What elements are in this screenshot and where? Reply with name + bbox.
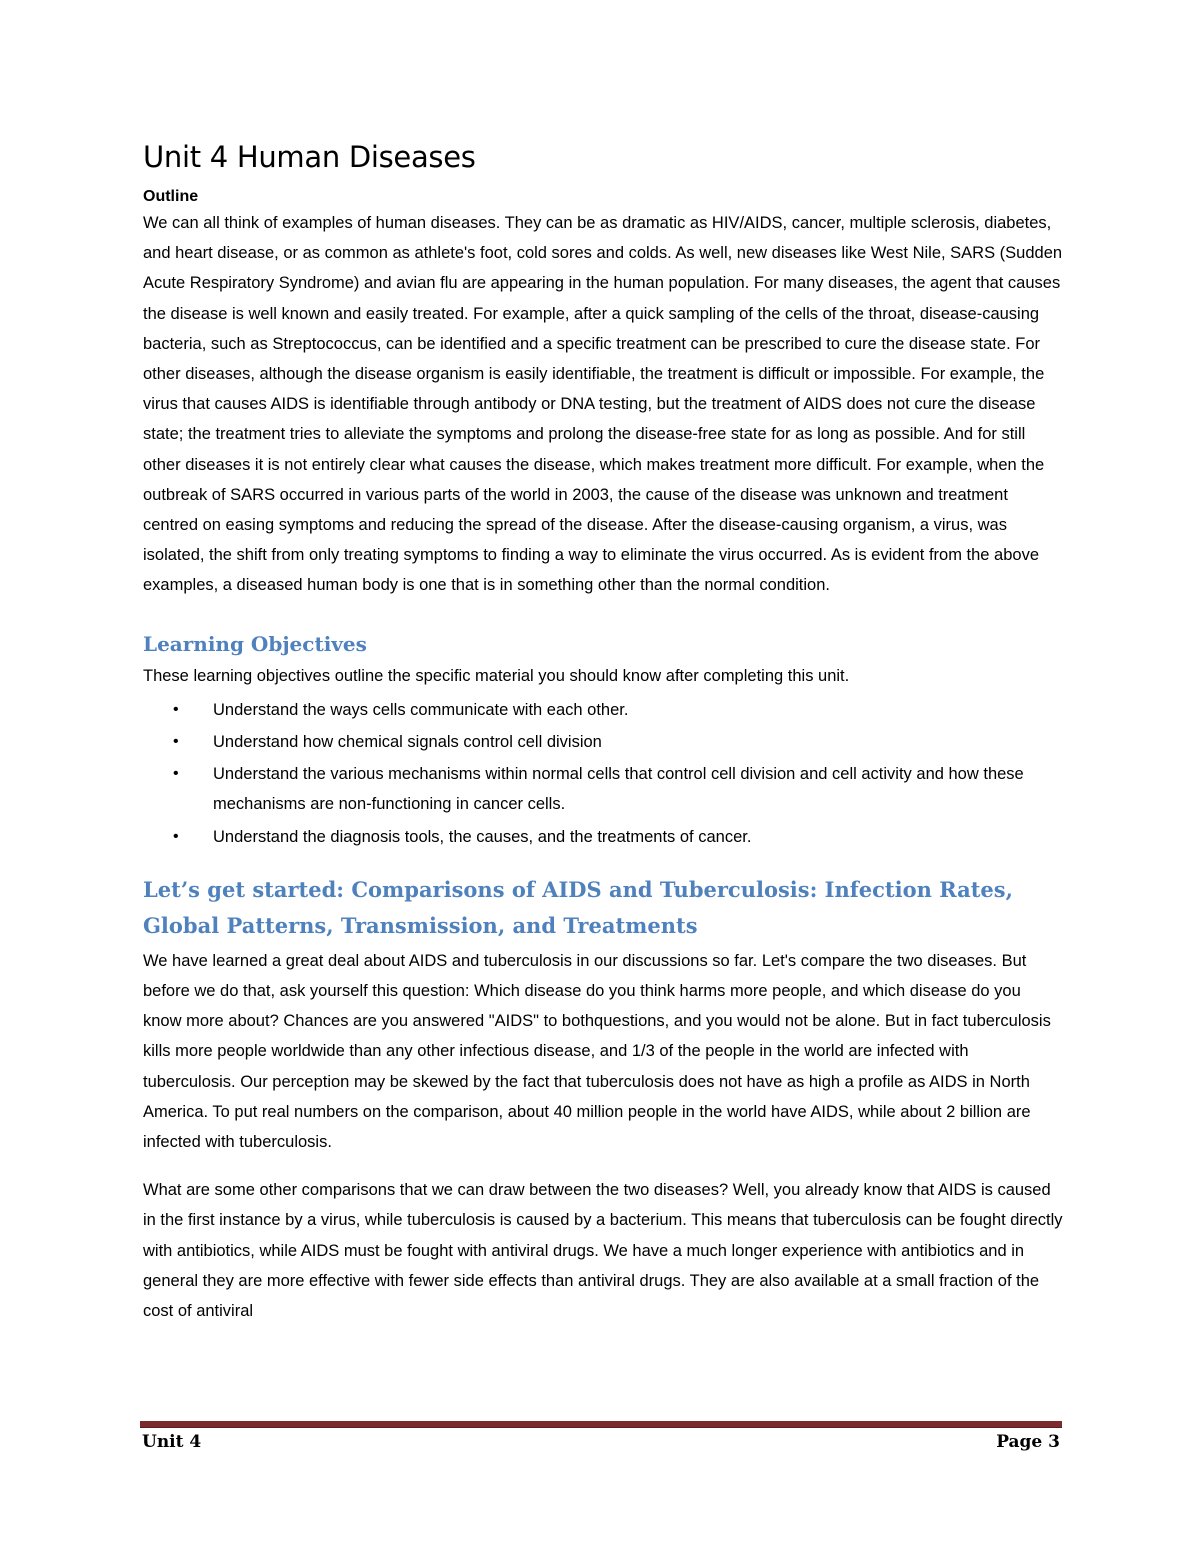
list-item xyxy=(143,727,1063,757)
bullet-icon: • xyxy=(173,765,179,783)
objectives-heading: Learning Objectives xyxy=(143,631,367,656)
paragraph-spacer xyxy=(143,1157,1063,1175)
bullet-icon: • xyxy=(173,700,179,718)
list-item xyxy=(143,759,1063,819)
objective-text: Understand how chemical signals control cell division xyxy=(213,733,602,752)
footer-page-number: Page 3 xyxy=(996,1432,1060,1452)
objectives-intro: These learning objectives outline the specific material you should know after completing this unit. xyxy=(143,666,850,685)
list-item xyxy=(143,822,1063,852)
section-paragraph-1: We have learned a great deal about AIDS and tuberculosis in our discussions so far. Let's compare the two diseases. But before we do that, ask yourself this question: Which disease do you think harms more people, and which disease do you know more about? Chances are you answered "AIDS" to bothquestions, and you would not be alone. But in fact tuberculosis kills more people worldwide than any other infectious disease, and 1/3 of the people in the world are infected with tuberculosis. Our perception may be skewed by the fact that tuberculosis does not have as high a profile as AIDS in North America. To put real numbers on the comparison, about 40 million people in the world have AIDS, while about 2 billion are infected with tuberculosis. xyxy=(143,951,1051,1152)
section-paragraph-2: What are some other comparisons that we can draw between the two diseases? Well, you already know that AIDS is caused in the first instance by a virus, while tuberculosis is caused by a bacterium. This means that tuberculosis can be fought directly with antibiotics, while AIDS must be fought with antiviral drugs. We have a much longer experience with antibiotics and in general they are more effective with fewer side effects than antiviral drugs. They are also available at a small fraction of the cost of antiviral xyxy=(143,1181,1063,1321)
outline-heading: Outline xyxy=(143,188,199,205)
objectives-list xyxy=(143,695,1063,852)
objective-text: Understand the various mechanisms within normal cells that control cell division and cell activity and how these mechanisms are non-functioning in cancer cells. xyxy=(213,765,1024,814)
page-content xyxy=(143,138,1063,1421)
footer-unit-label: Unit 4 xyxy=(142,1432,202,1452)
outline-paragraph: We can all think of examples of human diseases. They can be as dramatic as HIV/AIDS, cancer, multiple sclerosis, diabetes, and heart disease, or as common as athlete's foot, cold sores and colds. As well, new diseases like West Nile, SARS (Sudden Acute Respiratory Syndrome) and avian flu are appearing in the human population. For many diseases, the agent that causes the disease is well known and easily treated. For example, after a quick sampling of the cells of the throat, disease-causing bacteria, such as Streptococcus, can be identified and a specific treatment can be prescribed to cure the disease state. For other diseases, although the disease organism is easily identifiable, the treatment is difficult or impossible. For example, the virus that causes AIDS is identifiable through antibody or DNA testing, but the treatment of AIDS does not cure the disease state; the treatment tries to alleviate the symptoms and prolong the disease-free state for as long as possible. And for still other diseases it is not entirely clear what causes the disease, which makes treatment more difficult. For example, when the outbreak of SARS occurred in various parts of the world in 2003, the cause of the disease was unknown and treatment centred on easing symptoms and reducing the spread of the disease. After the disease-causing organism, a virus, was isolated, the shift from only treating symptoms to finding a way to eliminate the virus occurred. As is evident from the above examples, a diseased human body is one that is in something other than the normal condition. xyxy=(143,214,1063,595)
objective-text: Understand the ways cells communicate with each other. xyxy=(213,700,629,719)
bullet-icon: • xyxy=(173,733,179,751)
objective-text: Understand the diagnosis tools, the causes, and the treatments of cancer. xyxy=(213,827,752,846)
footer-rule xyxy=(140,1421,1062,1428)
list-item xyxy=(143,695,1063,725)
page-title: Unit 4 Human Diseases xyxy=(143,140,476,174)
section-heading: Let’s get started: Comparisons of AIDS and Tuberculosis: Infection Rates, Global Patterns, Transmission, and Treatments xyxy=(143,876,1013,938)
bullet-icon: • xyxy=(173,827,179,845)
